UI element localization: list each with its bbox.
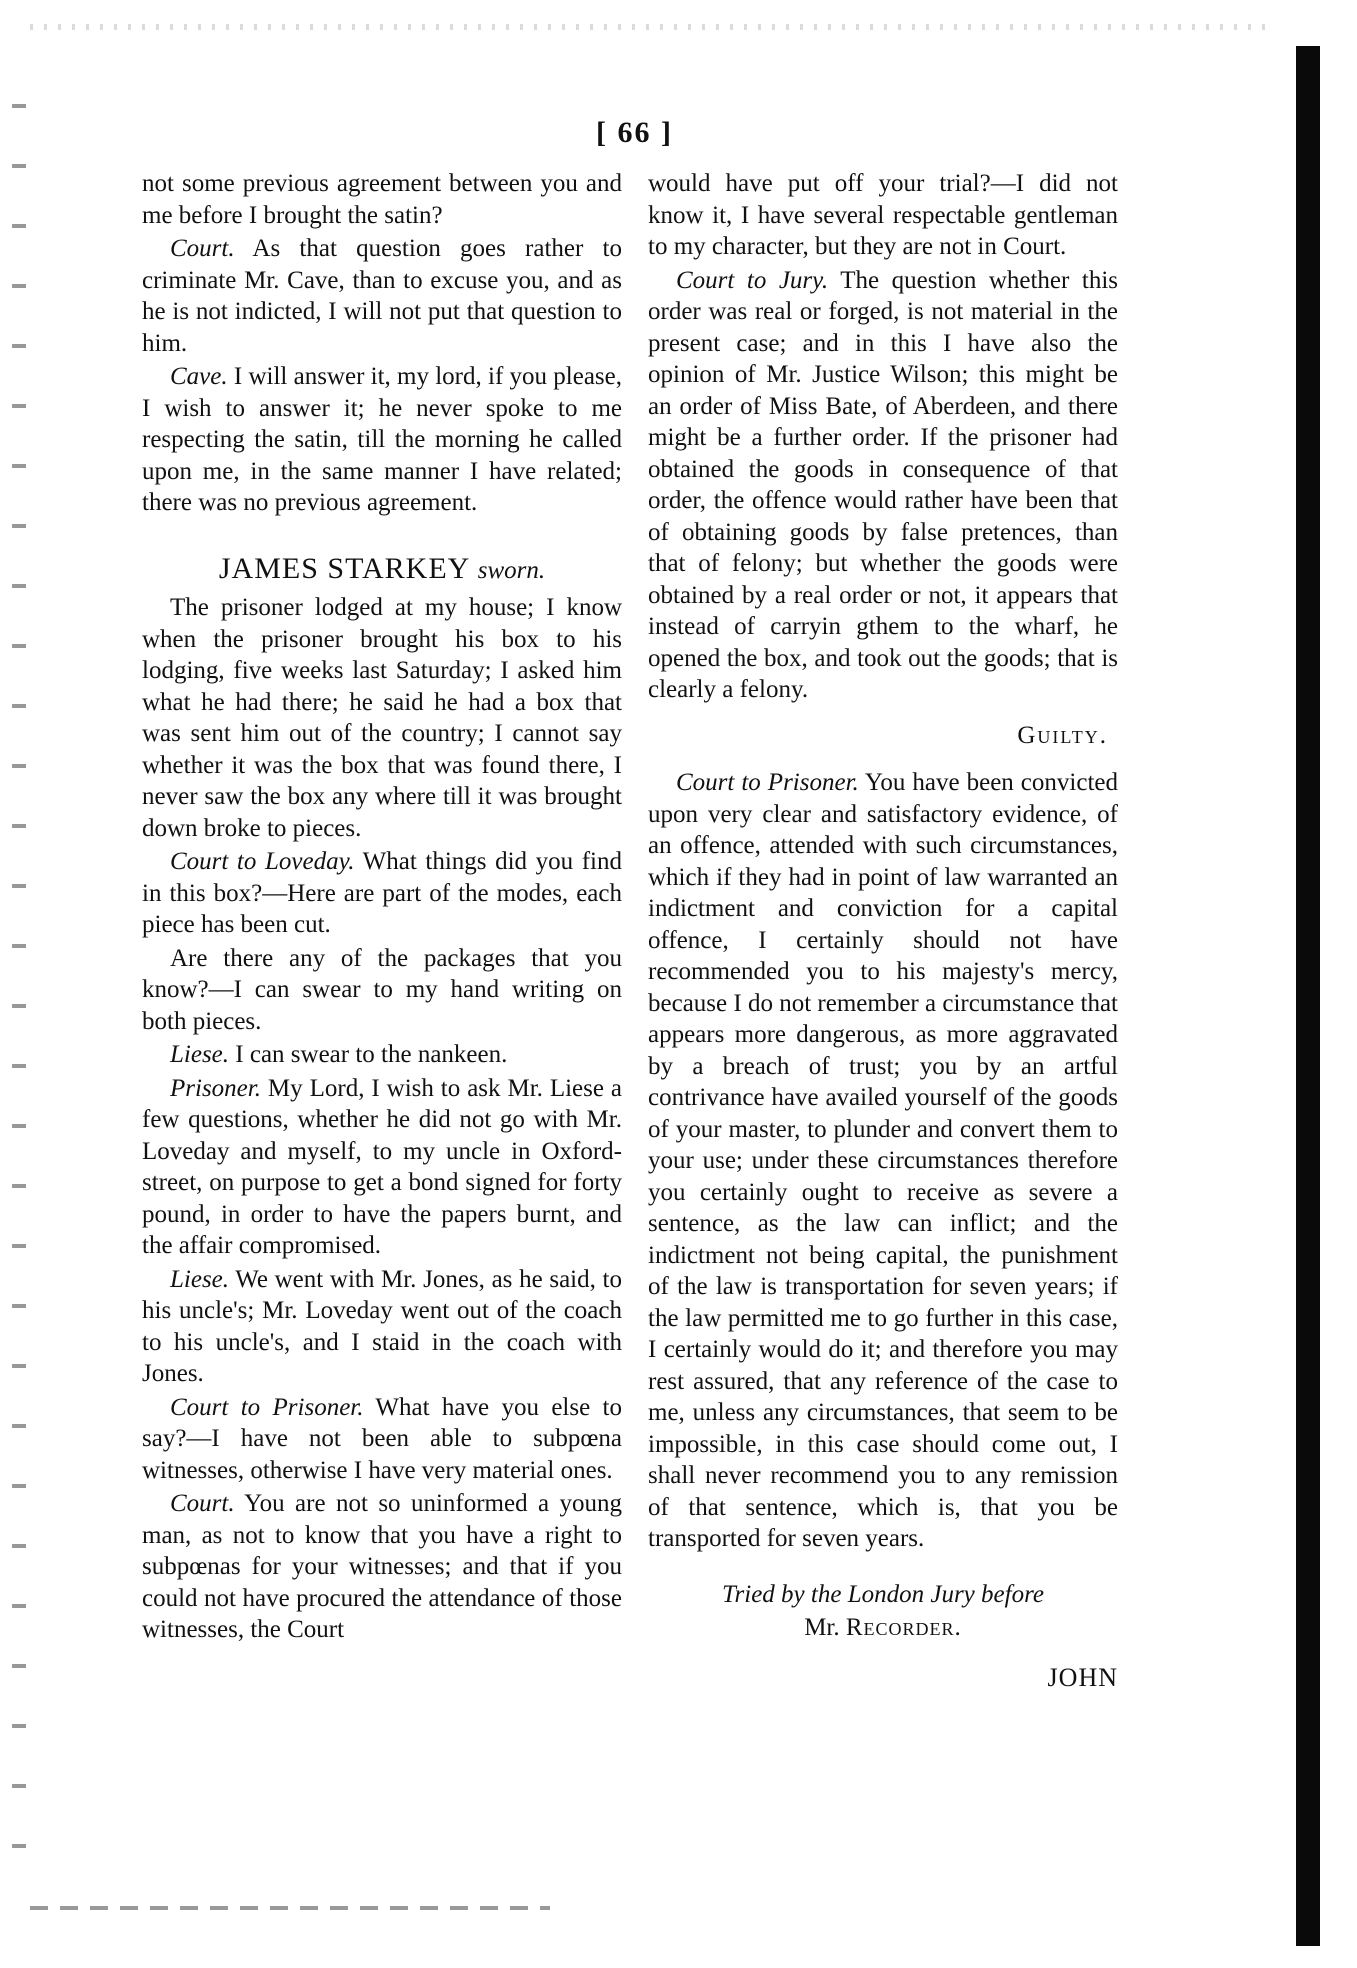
paragraph-text: I will answer it, my lord, if you please, I wish to answer it; he never spoke to me respecting the satin, till the morning he called upon me, in the same manner I have related; there was no previous agreement. bbox=[142, 363, 622, 516]
paragraph bbox=[648, 265, 1118, 706]
paragraph bbox=[142, 1073, 622, 1262]
paragraph-text: You are not so uninformed a young man, as not to know that you have a right to subpœnas for your witnesses; and that if you could not have procured the attendance of those witnesses, the Court bbox=[142, 1490, 622, 1643]
paragraph bbox=[142, 1392, 622, 1487]
paragraph bbox=[142, 1039, 622, 1071]
witness-name: JAMES STARKEY bbox=[218, 551, 470, 585]
left-column-part-1 bbox=[142, 168, 622, 519]
left-column bbox=[142, 168, 622, 1646]
paragraph-text: We went with Mr. Jones, as he said, to his uncle's; Mr. Loveday went out of the coach to his uncle's, and I staid in the coach with Jones. bbox=[142, 1265, 622, 1387]
right-column bbox=[648, 168, 1118, 1693]
speaker-label: Prisoner. bbox=[170, 1074, 261, 1102]
speaker-label: Court. bbox=[170, 1490, 235, 1517]
verdict: Guilty. bbox=[1017, 721, 1108, 749]
speaker-label: Court to Prisoner. bbox=[170, 1393, 364, 1421]
paragraph-text: The question whether this order was real or forged, is not material in the present case; and in this I have also the opinion of Mr. Justice Wilson; this might be an order of Miss Bate, of Aberdeen, and there might be a further order. If the prisoner had obtained the goods in consequence of that order, the offence would rather have been that of obtaining goods by false pretences, than that of felony; but whether the goods were obtained by a real order or not, it appears that instead of carryin gthem to the wharf, he opened the box, and took out the goods; that is clearly a felony. bbox=[648, 266, 1118, 703]
witness-sworn: sworn. bbox=[477, 556, 546, 584]
scan-dark-edge bbox=[1296, 46, 1320, 1946]
paragraph bbox=[648, 168, 1118, 263]
paragraph bbox=[142, 168, 622, 231]
paragraph-text: As that question goes rather to criminate Mr. Cave, than to excuse you, and as he is not indicted, I will not put that question to him. bbox=[142, 235, 622, 357]
witness-heading bbox=[142, 553, 622, 587]
paragraph bbox=[648, 767, 1118, 1555]
paragraph-text: What things did you find in this box?—Here are part of the modes, each piece has been cut. bbox=[142, 848, 623, 938]
scan-noise-bottom bbox=[30, 1906, 550, 1910]
paragraph bbox=[142, 846, 622, 941]
right-column-part-1 bbox=[648, 168, 1118, 706]
paragraph-text: not some previous agreement between you and me before I brought the satin? bbox=[142, 170, 622, 229]
speaker-label: Cave. bbox=[170, 363, 228, 390]
left-column-part-2 bbox=[142, 592, 622, 1646]
paragraph bbox=[142, 943, 622, 1038]
paragraph-text: The prisoner lodged at my house; I know when the prisoner brought his box to his lodging, five weeks last Saturday; I asked him what he had there; he said he had a box that was sent him out of the country; I cannot say whether it was the box that was found there, I never saw the box any where till it was brought down broke to pieces. bbox=[142, 594, 622, 842]
scan-margin-marks bbox=[12, 80, 26, 1880]
speaker-label: Court to Loveday. bbox=[170, 848, 355, 875]
scan-noise-top bbox=[30, 24, 1270, 30]
right-column-part-2 bbox=[648, 767, 1118, 1555]
paragraph bbox=[142, 1488, 622, 1646]
paragraph-text: would have put off your trial?—I did not know it, I have several respectable gentleman to my character, but they are not in Court. bbox=[648, 170, 1118, 260]
speaker-label: Court to Prisoner. bbox=[676, 769, 859, 796]
page-number: [ 66 ] bbox=[596, 116, 673, 149]
paragraph bbox=[142, 361, 622, 519]
paragraph-text: I can swear to the nankeen. bbox=[229, 1041, 508, 1068]
paragraph bbox=[142, 233, 622, 359]
speaker-label: Court to Jury. bbox=[676, 266, 829, 294]
paragraph bbox=[142, 1264, 622, 1390]
recorder: Recorder. bbox=[845, 1614, 962, 1641]
paragraph bbox=[142, 592, 622, 844]
catchword: JOHN bbox=[1047, 1662, 1118, 1692]
recorder-prefix: Mr. bbox=[804, 1614, 846, 1641]
recorder-line bbox=[648, 1612, 1118, 1644]
speaker-label: Liese. bbox=[170, 1041, 230, 1068]
paragraph-text: Are there any of the packages that you know?—I can swear to my hand writing on both pieces. bbox=[142, 944, 622, 1035]
speaker-label: Court. bbox=[170, 235, 235, 262]
paragraph-text: You have been convicted upon very clear and satisfactory evidence, of an offence, attended with such circumstances, which if they had in point of law warranted an indictment and conviction for a capital offence, I certainly should not have recommended you to his majesty's mercy, because I do not remember a circumstance that appears more dangerous, as more aggravated by a breach of trust; you by an artful contrivance have availed yourself of the goods of your master, to plunder and convert them to your use; under these circumstances therefore you certainly ought to receive as severe a sentence, as the law can inflict; and the indictment not being capital, the punishment of the law is transportation for seven years; if the law permitted me to go further in this case, I certainly would do it; and therefore you may rest assured, that any reference of the case to me, unless any circumstances, that seem to be impossible, in this case should come out, I shall never recommend you to any remission of that sentence, which is, that you be transported for seven years. bbox=[648, 769, 1118, 1552]
tried-line: Tried by the London Jury before bbox=[722, 1580, 1044, 1608]
speaker-label: Liese. bbox=[170, 1265, 230, 1293]
paragraph-text: My Lord, I wish to ask Mr. Liese a few questions, whether he did not go with Mr. Loveday and myself, to my uncle in Oxford-street, on purpose to get a bond signed for forty pound, in order to have the papers burnt, and the affair compromised. bbox=[142, 1074, 622, 1259]
paragraph-text: What have you else to say?—I have not been able to subpœna witnesses, otherwise I have very material ones. bbox=[142, 1393, 622, 1484]
